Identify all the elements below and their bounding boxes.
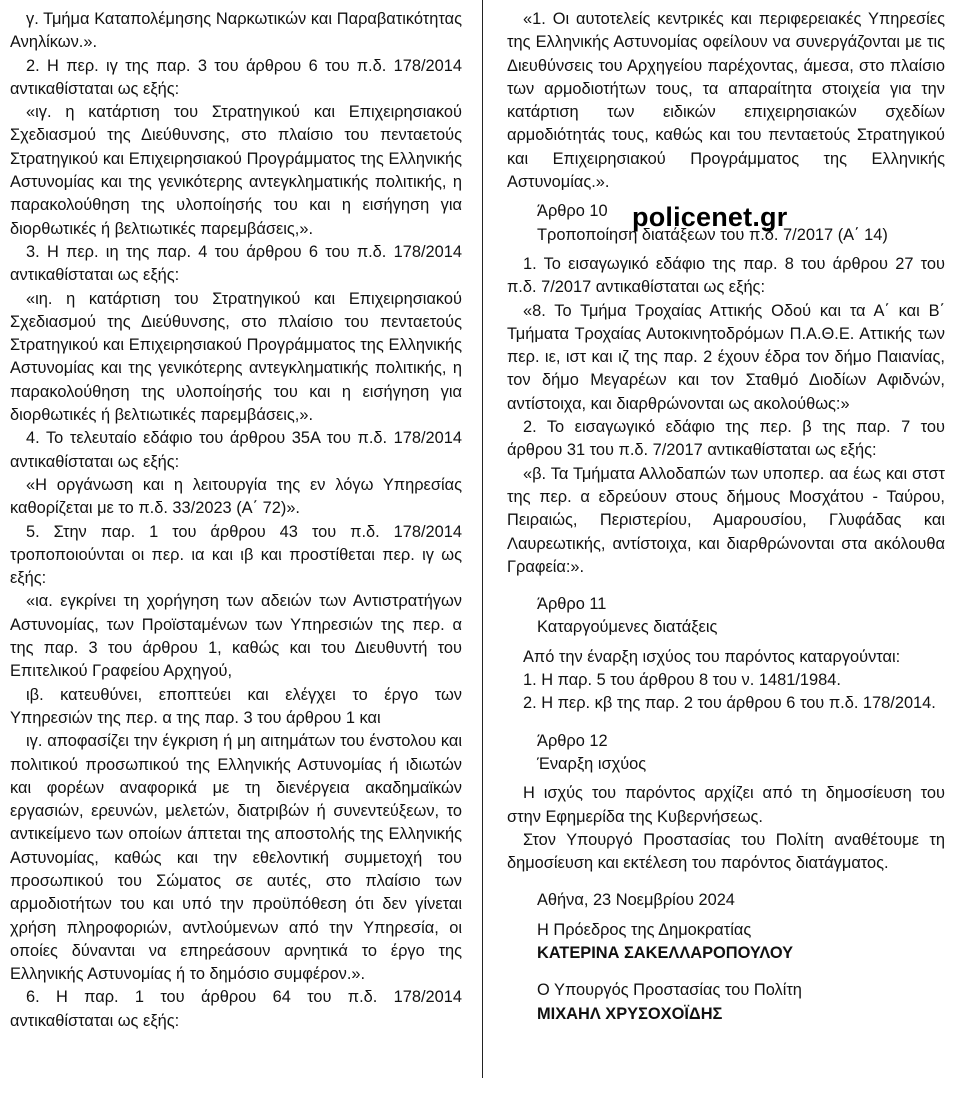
paragraph: «8. Το Τμήμα Τροχαίας Αττικής Οδού και τα Α΄ και Β΄ Τμήματα Τροχαίας Αυτοκινητοδρόμων Π.Α.Θ.Ε. Αττικής των περ. ιε, ιστ και ιζ της παρ. 2 έχουν έδρα τον δήμο Παιανίας, τον δήμο Μεγαρέων και τον Σταθμό Διοδίων Αφιδνών, αντίστοιχα, και διαρθρώνονται ως ακολούθως:» (507, 301, 945, 413)
paragraph: «Η οργάνωση και η λειτουργία της εν λόγω Υπηρεσίας καθορίζεται με το π.δ. 33/2023 (Α΄ 72)». (10, 475, 462, 518)
article-12-title: Άρθρο 12 (537, 731, 608, 750)
paragraph: 2. Η περ. ιγ της παρ. 3 του άρθρου 6 του π.δ. 178/2014 αντικαθίσταται ως εξής: (10, 56, 462, 98)
article-11-subtitle: Καταργούμενες διατάξεις (537, 618, 718, 637)
list-item: 1. Η παρ. 5 του άρθρου 8 του ν. 1481/1984. (523, 671, 841, 690)
paragraph: «ιη. η κατάρτιση του Στρατηγικού και Επιχειρησιακού Σχεδιασμού της Διεύθυνσης, στο πλαίσιο του πενταετούς Στρατηγικού και Επιχειρησιακού Προγράμματος της Ελληνικής Αστυνομίας και της γενικότερης αντεγκληματικής πολιτικής, η παρακολούθηση της υλοποίησής του και η εισήγηση για διορθωτικές ή βελτιωτικές παρεμβάσεις,». (10, 289, 462, 425)
paragraph: 2. Το εισαγωγικό εδάφιο της περ. β της παρ. 7 του άρθρου 31 του π.δ. 7/2017 αντικαθίσταται ως εξής: (507, 418, 945, 460)
paragraph: Από την έναρξη ισχύος του παρόντος καταργούνται: (523, 647, 901, 666)
article-11-title: Άρθρο 11 (537, 595, 607, 614)
article-10-title: Άρθρο 10 (537, 202, 608, 221)
paragraph: 6. Η παρ. 1 του άρθρου 64 του π.δ. 178/2014 αντικαθίσταται ως εξής: (10, 988, 462, 1030)
article-12-subtitle: Έναρξη ισχύος (537, 754, 647, 773)
paragraph: «ιγ. η κατάρτιση του Στρατηγικού και Επιχειρησιακού Σχεδιασμού της Διεύθυνσης, στο πλαίσιο του πενταετούς Στρατηγικού και Επιχειρησιακού Προγράμματος της Ελληνικής Αστυνομίας και της γενικότερης αντεγκληματικής πολιτικής, η παρακολούθηση της υλοποίησής του και η εισήγηση για διορθωτικές ή βελτιωτικές παρεμβάσεις,». (10, 103, 462, 238)
right-column (507, 8, 945, 1026)
minister-title: Ο Υπουργός Προστασίας του Πολίτη (537, 981, 802, 1000)
place-date: Αθήνα, 23 Νοεμβρίου 2024 (537, 891, 735, 910)
paragraph: «β. Τα Τμήματα Αλλοδαπών των υποπερ. αα έως και στστ της περ. α εδρεύουν στους δήμους Μοσχάτου - Ταύρου, Πειραιώς, Περιστερίου, Αμαρουσίου, Γλυφάδας και Λαυρεωτικής, αντίστοιχα, και διαρθρώνονται στα ακόλουθα Γραφεία:». (507, 464, 945, 576)
paragraph: Η ισχύς του παρόντος αρχίζει από τη δημοσίευση του στην Εφημερίδα της Κυβερνήσεως. (507, 784, 945, 826)
minister-name: ΜΙΧΑΗΛ ΧΡΥΣΟΧΟΪΔΗΣ (537, 1004, 723, 1023)
paragraph: 4. Το τελευταίο εδάφιο του άρθρου 35Α του π.δ. 178/2014 αντικαθίσταται ως εξής: (10, 429, 462, 471)
quoted-paragraph: «1. Οι αυτοτελείς κεντρικές και περιφερειακές Υπηρεσίες της Ελληνικής Αστυνομίας οφείλουν να συνεργάζονται με τις Διευθύνσεις του Αρχηγείου παρέχοντας, άμεσα, στο πλαίσιο των αρμοδιοτήτων τους, τα απαραίτητα στοιχεία για την κατάρτιση των ειδικών επιχειρησιακών σχεδίων αρμοδιότητάς τους, καθώς και του πενταετούς Στρατηγικού και Επιχειρησιακού Προγράμματος της Ελληνικής Αστυνομίας.». (507, 10, 945, 192)
president-title: Η Πρόεδρος της Δημοκρατίας (537, 920, 752, 939)
paragraph: 1. Το εισαγωγικό εδάφιο της παρ. 8 του άρθρου 27 του π.δ. 7/2017 αντικαθίσταται ως εξής: (507, 254, 945, 297)
president-name: ΚΑΤΕΡΙΝΑ ΣΑΚΕΛΛΑΡΟΠΟΥΛΟΥ (537, 943, 794, 962)
list-item: 2. Η περ. κβ της παρ. 2 του άρθρου 6 του π.δ. 178/2014. (523, 694, 936, 713)
paragraph: γ. Τμήμα Καταπολέμησης Ναρκωτικών και Παραβατικότητας Ανηλίκων.». (10, 10, 462, 52)
column-divider (482, 0, 483, 1078)
watermark-logo: policenet.gr (632, 202, 788, 232)
left-column (10, 8, 462, 1033)
paragraph: «ια. εγκρίνει τη χορήγηση των αδειών των Αντιστρατήγων Αστυνομίας, των Προϊσταμένων των Υπηρεσιών της περ. α της παρ. 3 του άρθρου 1, καθώς και του Διευθυντή του Επιτελικού Γραφείου Αρχηγού, (10, 592, 462, 681)
paragraph: Στον Υπουργό Προστασίας του Πολίτη αναθέτουμε τη δημοσίευση και εκτέλεση του παρόντος διατάγματος. (507, 830, 945, 873)
article-10-subtitle: Τροποποίηση διατάξεων του π.δ. 7/2017 (Α΄ 14) (537, 225, 888, 244)
paragraph: 3. Η περ. ιη της παρ. 4 του άρθρου 6 του π.δ. 178/2014 αντικαθίσταται ως εξής: (10, 242, 462, 285)
paragraph: 5. Στην παρ. 1 του άρθρου 43 του π.δ. 178/2014 τροποποιούνται οι περ. ια και ιβ και προστίθεται περ. ιγ ως εξής: (10, 522, 462, 588)
paragraph: ιγ. αποφασίζει την έγκριση ή μη αιτημάτων του ένστολου και πολιτικού προσωπικού της Ελληνικής Αστυνομίας ή ιδιωτών και φορέων αναφορικά με τη διενέργεια ακαδημαϊκών εργασιών, ερευνών, μελετών, διατριβών ή συνεντεύξεων, το αντικείμενο των οποίων άπτεται της αποστολής της Ελληνικής Αστυνομίας, καθώς και την εθελοντική συμμετοχή του προσωπικού του Σώματος σε αυτές, στο πλαίσιο των αρμοδιοτήτων του και υπό την προϋπόθεση ότι δεν γίνεται χρήση πληροφοριών, αντλούμενων από την Υπηρεσία, οι οποίες δύνανται να επηρεάσουν αρνητικά το έργο της Ελληνικής Αστυνομίας ή το δημόσιο συμφέρον.». (10, 732, 462, 984)
paragraph: ιβ. κατευθύνει, εποπτεύει και ελέγχει το έργο των Υπηρεσιών της περ. α της παρ. 3 του άρθρου 1 και (10, 685, 462, 727)
